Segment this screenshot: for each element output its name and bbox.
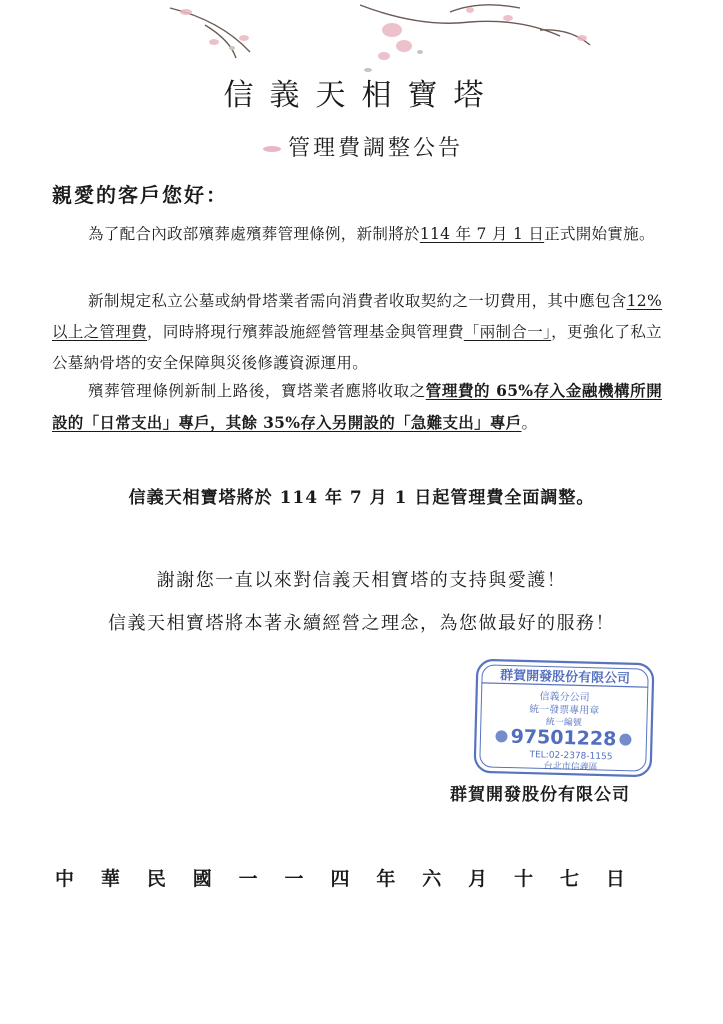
stamp-usage: 統一發票專用章 [529,704,600,717]
p2-text-c: ，更強化了私立公墓納骨塔的安全保障與災後修護資源運用。 [52,323,662,372]
p2-text-b: ，同時將現行殯葬設施經營管理基金與管理費 [147,323,464,341]
date-char: 日 [605,868,625,890]
p3-text-a: 殯葬管理條例新制上路後，寶塔業者應將收取之 [88,382,426,400]
date-char: 國 [192,868,212,890]
company-stamp [470,656,657,781]
date-char: 月 [468,868,488,890]
date-char: 華 [100,868,120,890]
thanks-line-2: 信義天相寶塔將本著永續經營之理念，為您做最好的服務！ [108,613,615,634]
date-char: 七 [559,868,579,890]
announcement: 信義天相寶塔將於 114 年 7 月 1 日起管理費全面調整。 [128,488,595,508]
stamp-tax-id: 97501228 [510,725,617,751]
stamp-tax-id-label: 統一編號 [545,717,583,729]
date-char: 中 [55,868,75,890]
page-title: 信義天相寶塔 [223,78,500,113]
paragraph-1 [52,219,662,250]
petal-icon [260,144,282,154]
date-char: 一 [238,868,258,890]
subtitle-text: 管理費調整公告 [287,136,463,161]
stamp-branch: 信義分公司 [539,691,590,704]
management-fee-underline: 12%以上之管理費 [52,292,662,341]
date-char: 四 [330,868,350,890]
greeting: 親愛的客戶您好： [52,183,228,207]
date-char: 六 [422,868,442,890]
stamp-tel: TEL:02-2378-1155 [529,750,613,763]
p1-text-a: 為了配合內政部殯葬處殯葬管理條例，新制將於 [88,225,420,243]
date-char: 十 [514,868,534,890]
paragraph-3 [52,375,662,439]
signature-company: 群賀開發股份有限公司 [450,785,630,805]
date-char: 年 [376,868,396,890]
stamp-city: 台北市信義區 [543,761,598,773]
date-char: 民 [146,868,166,890]
p3-text-b: 。 [521,414,538,432]
notice-subtitle [0,131,723,162]
two-systems-underline: 「兩制合一」 [463,323,552,341]
fee-allocation-underline: 管理費的 65%存入金融機構所開設的「日常支出」專戶，其餘 35%存入另開設的「急難支出」專戶 [52,381,662,432]
paragraph-2 [52,286,662,379]
p1-text-b: 正式開始實施。 [544,225,655,243]
stamp-company: 群賀開發股份有限公司 [499,668,631,687]
issue-date [55,864,625,891]
cherry-blossom-decoration [0,0,723,80]
thanks-line-1: 謝謝您一直以來對信義天相寶塔的支持與愛護！ [156,570,567,591]
date-char: 一 [284,868,304,890]
effective-date-underline: 114 年 7 月 1 日 [419,225,545,243]
p2-text-a: 新制規定私立公墓或納骨塔業者需向消費者收取契約之一切費用，其中應包含 [88,292,627,310]
